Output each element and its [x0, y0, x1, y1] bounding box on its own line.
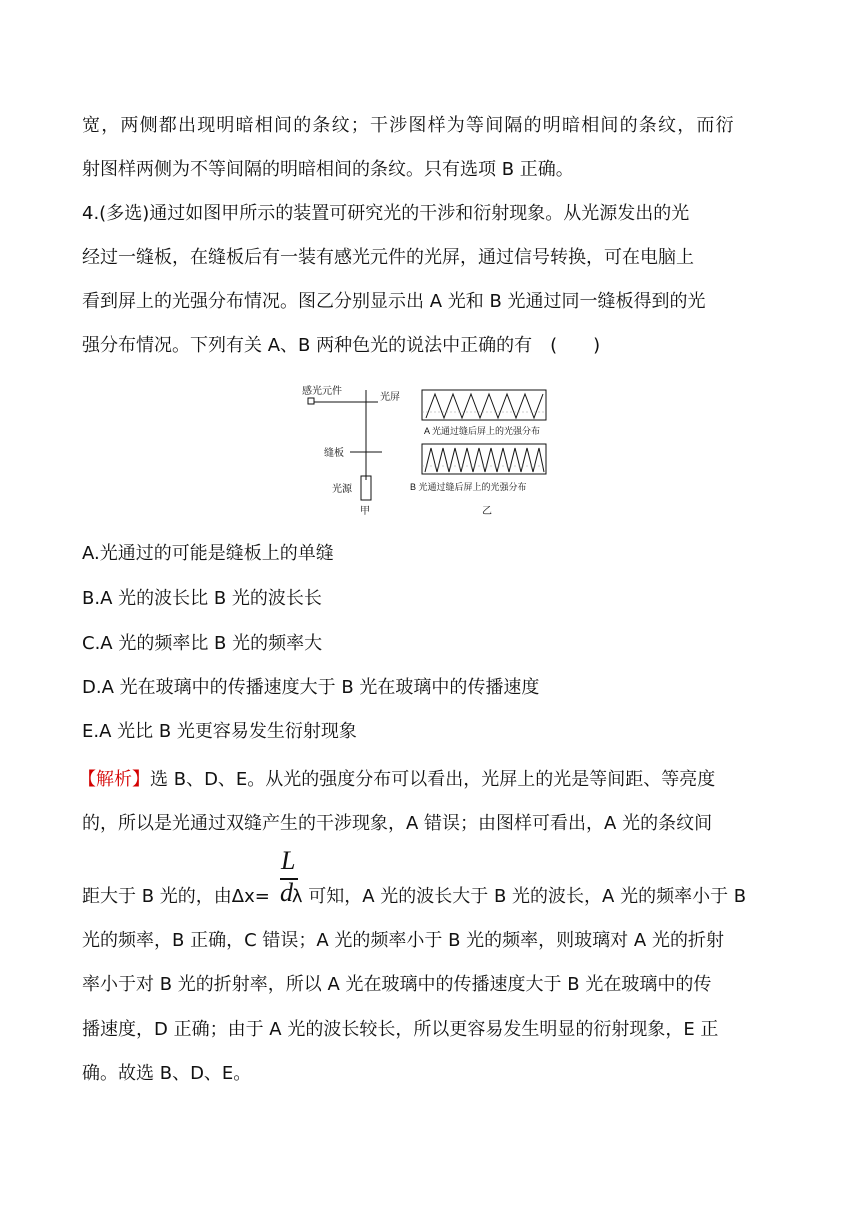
analysis-line: 播速度，D 正确；由于 A 光的波长较长，所以更容易发生明显的衍射现象，E 正 [82, 1019, 719, 1040]
text-line: 射图样两侧为不等间隔的明暗相间的条纹。只有选项 B 正确。 [82, 159, 574, 180]
option-a: A.光通过的可能是缝板上的单缝 [82, 543, 334, 564]
analysis-line [78, 768, 800, 792]
experiment-figure [298, 382, 570, 522]
analysis-line [82, 885, 800, 909]
text-line: 宽，两侧都出现明暗相间的条纹；干涉图样为等间隔的明暗相间的条纹，而衍 [82, 115, 735, 136]
analysis-text: 距大于 B 光的，由Δx= [82, 886, 270, 907]
label-yi: 乙 [482, 506, 492, 517]
option-e: E.A 光比 B 光更容易发生衍射现象 [82, 721, 357, 742]
label-sensor: 感光元件 [302, 386, 342, 397]
caption-b: B 光通过缝后屏上的光强分布 [410, 482, 527, 492]
analysis-line: 率小于对 B 光的折射率，所以 A 光在玻璃中的传播速度大于 B 光在玻璃中的传 [82, 974, 712, 995]
analysis-text: 选 B、D、E。从光的强度分布可以看出，光屏上的光是等间距、等亮度 [150, 769, 716, 790]
fraction-l-over-d [278, 846, 300, 910]
label-screen: 光屏 [380, 392, 400, 403]
analysis-line: 确。故选 B、D、E。 [82, 1063, 252, 1084]
analysis-text: λ 可知，A 光的波长大于 B 光的波长，A 光的频率小于 B [291, 886, 747, 907]
fraction-numerator: L [281, 846, 296, 875]
analysis-line: 光的频率，B 正确，C 错误；A 光的频率小于 B 光的频率，则玻璃对 A 光的折射 [82, 930, 724, 951]
label-source: 光源 [332, 484, 352, 495]
figure-svg [298, 382, 570, 522]
option-c: C.A 光的频率比 B 光的频率大 [82, 633, 323, 654]
label-slit: 缝板 [324, 448, 344, 459]
pattern-a [422, 390, 546, 420]
question-line: 强分布情况。下列有关 A、B 两种色光的说法中正确的有 ( ) [82, 335, 601, 356]
label-jia: 甲 [360, 506, 370, 517]
caption-a: A 光通过缝后屏上的光强分布 [424, 426, 541, 436]
sensor-box [308, 398, 314, 404]
question-line: 4.(多选)通过如图甲所示的装置可研究光的干涉和衍射现象。从光源发出的光 [82, 203, 690, 224]
option-b: B.A 光的波长比 B 光的波长长 [82, 588, 322, 609]
question-line: 看到屏上的光强分布情况。图乙分别显示出 A 光和 B 光通过同一缝板得到的光 [82, 291, 706, 312]
analysis-tag: 【解析】 [78, 769, 150, 790]
analysis-line: 的，所以是光通过双缝产生的干涉现象，A 错误；由图样可看出，A 光的条纹间 [82, 813, 713, 834]
fraction-denominator: d [280, 878, 293, 907]
pattern-b [422, 444, 546, 474]
option-d: D.A 光在玻璃中的传播速度大于 B 光在玻璃中的传播速度 [82, 677, 540, 698]
question-line: 经过一缝板，在缝板后有一装有感光元件的光屏，通过信号转换，可在电脑上 [82, 247, 694, 268]
